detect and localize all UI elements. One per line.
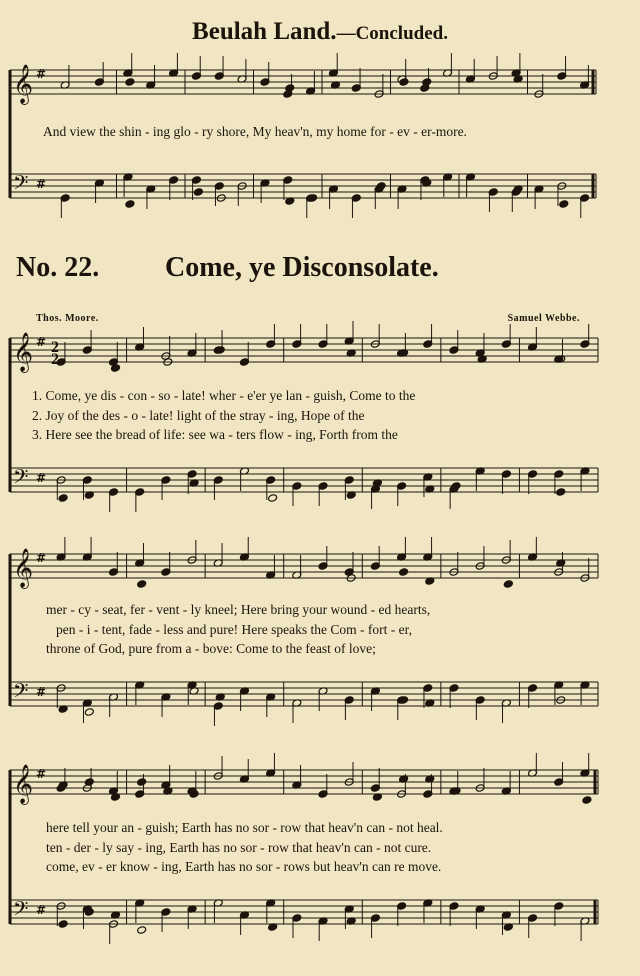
- lyric-line: here tell your an - guish; Earth has no sor - row that heav'n can - not heal.: [46, 820, 443, 835]
- note-head: [137, 580, 147, 589]
- beulah-subtitle: —Concluded.: [336, 23, 448, 44]
- note-head: [137, 778, 147, 787]
- note-head: [503, 580, 513, 589]
- lyric-line: 2. Joy of the des - o - late! light of the stray - ing, Hope of the: [32, 408, 365, 423]
- note-head: [137, 926, 147, 935]
- bass-clef: 𝄢: [13, 465, 29, 493]
- sharp-sign: #: [36, 67, 47, 81]
- treble-clef: 𝄞: [13, 548, 34, 588]
- note-head: [268, 494, 278, 503]
- hymn-number: No. 22.: [16, 252, 100, 283]
- note-head: [451, 482, 461, 491]
- sharp-sign: #: [36, 335, 47, 349]
- note-head: [556, 488, 566, 497]
- lyric-line: mer - cy - seat, fer - vent - ly kneel; Here bring your wound - ed hearts,: [46, 602, 431, 617]
- sharp-sign: #: [36, 767, 47, 781]
- note-head: [125, 78, 135, 87]
- lyric-line: 3. Here see the bread of life: see wa - ters flow - ing, Forth from the: [32, 427, 398, 442]
- lyric-line: throne of God, pure from a - bove: Come to the feast of love;: [46, 641, 376, 656]
- note-head: [399, 78, 409, 87]
- sharp-sign: #: [36, 471, 47, 485]
- lyric-line: pen - i - tent, fade - less and pure! Here speaks the Com - fort - er,: [56, 622, 412, 637]
- music-credit: Samuel Webbe.: [507, 313, 580, 324]
- note-head: [125, 200, 135, 209]
- note-head: [422, 78, 432, 87]
- note-head: [58, 494, 68, 503]
- note-head: [84, 778, 94, 787]
- lyric-line: come, ev - er know - ing, Earth has no sor - rows but heav'n can re move.: [46, 859, 442, 874]
- beulah-lyric: And view the shin - ing glo - ry shore, My heav'n, my home for - ev - er-more.: [43, 124, 467, 139]
- note-head: [399, 568, 409, 577]
- sharp-sign: #: [36, 177, 47, 191]
- note-head: [559, 200, 569, 209]
- note-head: [582, 796, 592, 805]
- bass-clef: 𝄢: [13, 897, 29, 925]
- bass-clef: 𝄢: [13, 679, 29, 707]
- words-credit: Thos. Moore.: [36, 313, 99, 324]
- note-head: [193, 188, 203, 197]
- note-head: [376, 182, 386, 191]
- time-signature: 2: [51, 339, 59, 356]
- note-head: [58, 920, 68, 929]
- sharp-sign: #: [36, 903, 47, 917]
- note-head: [84, 708, 94, 717]
- note-head: [285, 84, 295, 93]
- lyric-line: 1. Come, ye dis - con - so - late! wher - e'er ye lan - guish, Come to the: [32, 388, 416, 403]
- treble-clef: 𝄞: [13, 64, 34, 104]
- bass-clef: 𝄢: [13, 171, 29, 199]
- time-signature: 2: [51, 351, 59, 368]
- sharp-sign: #: [36, 551, 47, 565]
- beulah-title: Beulah Land.: [192, 18, 337, 45]
- sharp-sign: #: [36, 685, 47, 699]
- hymn-title: Come, ye Disconsolate.: [165, 252, 439, 283]
- treble-clef: 𝄞: [13, 764, 34, 804]
- beulah-title-line: [0, 18, 640, 46]
- treble-clef: 𝄞: [13, 332, 34, 372]
- lyric-line: ten - der - ly say - ing, Earth has no sor - row that heav'n can - not cure.: [46, 840, 432, 855]
